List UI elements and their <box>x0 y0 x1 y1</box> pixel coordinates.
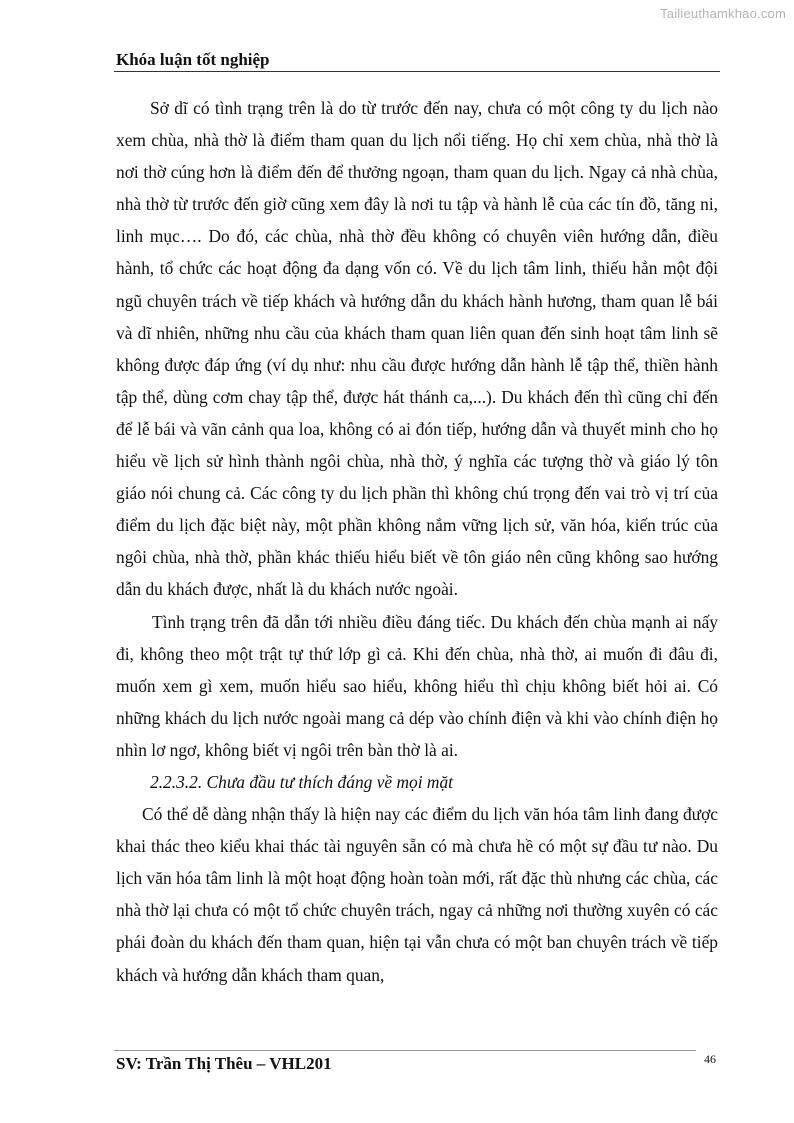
page-header-title: Khóa luận tốt nghiệp <box>116 50 270 69</box>
header-divider <box>114 71 720 72</box>
body-paragraph-3: Có thể dễ dàng nhận thấy là hiện nay các điểm du lịch văn hóa tâm linh đang được khai thác theo kiểu khai thác tài nguyên sẵn có mà chưa hề có một sự đầu tư nào. Du lịch văn hóa tâm linh là một hoạt động hoàn toàn mới, rất đặc thù nhưng các chùa, các nhà thờ lại chưa có một tổ chức chuyên trách, ngay cả những nơi thường xuyên có các phái đoàn du khách đến tham quan, hiện tại vẫn chưa có một ban chuyên trách về tiếp khách và hướng dẫn khách tham quan, <box>116 804 718 985</box>
body-paragraph-2: Tình trạng trên đã dẫn tới nhiều điều đáng tiếc. Du khách đến chùa mạnh ai nấy đi, không theo một trật tự thứ lớp gì cả. Khi đến chùa, nhà thờ, ai muốn đi đâu đi, muốn xem gì xem, muốn hiểu sao hiểu, không hiểu thì chịu không biết hỏi ai. Có những khách du lịch nước ngoài mang cả dép vào chính điện và khi vào chính điện họ nhìn lơ ngơ, không biết vị ngôi trên bàn thờ là ai. <box>116 611 718 760</box>
body-paragraph-1: Sở dĩ có tình trạng trên là do từ trước đến nay, chưa có một công ty du lịch nào xem chùa, nhà thờ là điểm tham quan du lịch nổi tiếng. Họ chỉ xem chùa, nhà thờ là nơi thờ cúng hơn là điểm đến để thưởng ngoạn, tham quan du lịch. Ngay cả nhà chùa, nhà thờ từ trước đến giờ cũng xem đây là nơi tu tập và hành lễ của các tín đồ, tăng ni, linh mục…. Do đó, các chùa, nhà thờ đều không có chuyên viên hướng dẫn, điều hành, tổ chức các hoạt động đa dạng vốn có. Về du lịch tâm linh, thiếu hẳn một đội ngũ chuyên trách về tiếp khách và hướng dẫn du khách hành hương, tham quan lễ bái và dĩ nhiên, những nhu cầu của khách tham quan liên quan đến sinh hoạt tâm linh sẽ không được đáp ứng (ví dụ như: nhu cầu được hướng dẫn hành lễ tập thể, thiền hành tập thể, dùng cơm chay tập thể, được hát thánh ca,...). Du khách đến thì cũng chỉ đến để lễ bái và vãn cảnh qua loa, không có ai đón tiếp, hướng dẫn và thuyết minh cho họ hiểu về lịch sử hình thành ngôi chùa, nhà thờ, ý nghĩa các tượng thờ và giáo lý tôn giáo nói chung cả. Các công ty du lịch phần thì không chú trọng đến vai trò vị trí của điểm du lịch đặc biệt này, một phần không nắm vững lịch sử, văn hóa, kiến trúc của ngôi chùa, nhà thờ, phần khác thiếu hiểu biết về tôn giáo nên cũng không sao hướng dẫn du khách được, nhất là du khách nước ngoài. <box>116 98 718 600</box>
page-number: 46 <box>704 1052 716 1066</box>
watermark-text: Tailieuthamkhao.com <box>660 6 786 21</box>
document-body <box>116 92 718 991</box>
footer-student-name: SV: Trần Thị Thêu – VHL201 <box>116 1054 332 1073</box>
section-subheading: 2.2.3.2. Chưa đầu tư thích đáng về mọi mặt <box>150 771 453 792</box>
footer-divider <box>114 1050 696 1051</box>
